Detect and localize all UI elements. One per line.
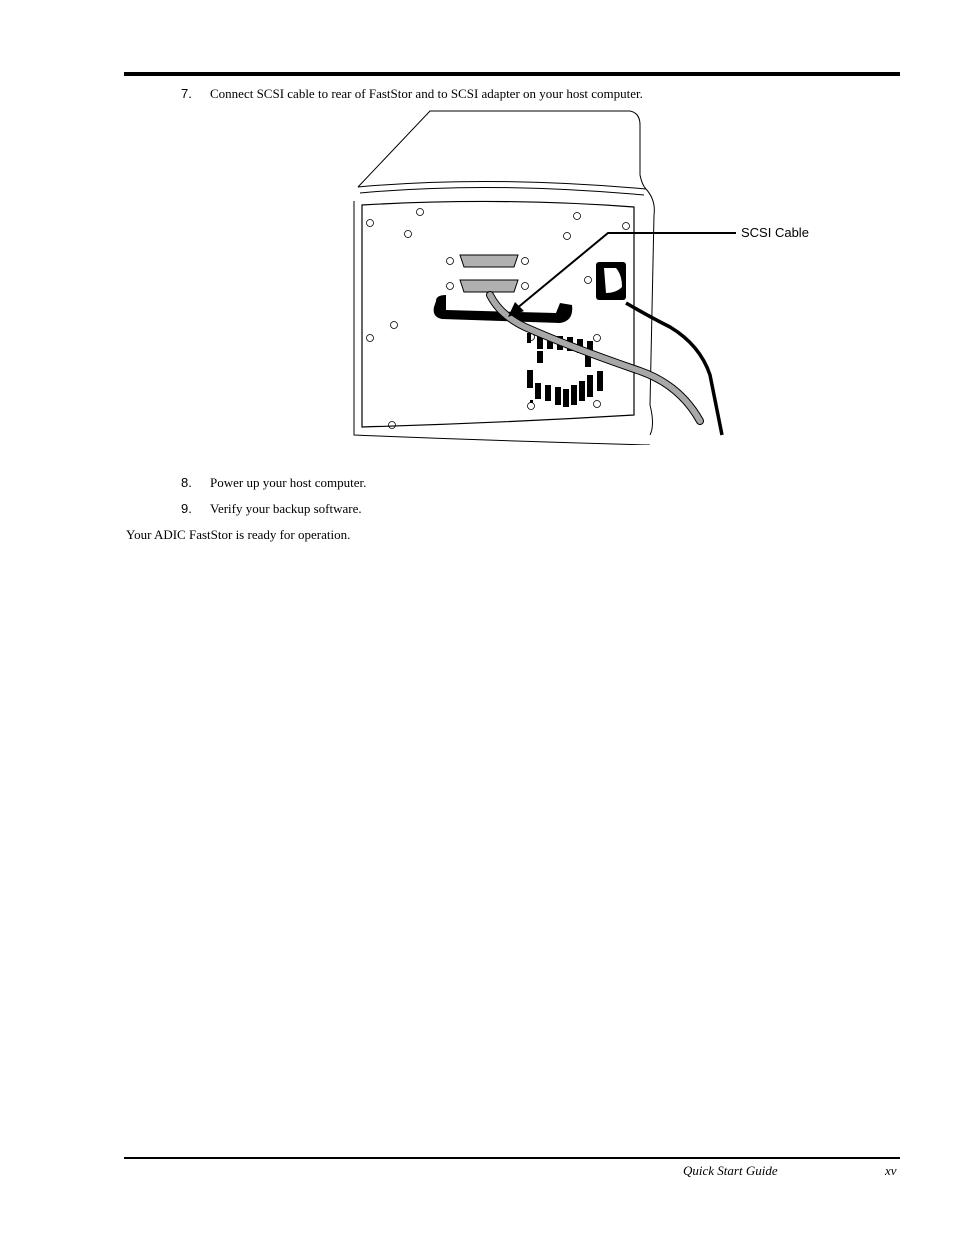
footer-page-number: xv — [885, 1163, 897, 1178]
step-number: 8. — [181, 475, 192, 490]
step-text: Connect SCSI cable to rear of FastStor and to SCSI adapter on your host computer. — [210, 86, 643, 101]
footer-document-title: Quick Start Guide — [683, 1163, 778, 1178]
scsi-cable-callout: SCSI Cable — [741, 225, 809, 240]
step-number: 7. — [181, 86, 192, 101]
faststor-rear-illustration — [350, 105, 830, 445]
closing-paragraph: Your ADIC FastStor is ready for operation. — [126, 527, 351, 542]
header-rule — [124, 72, 900, 76]
footer-rule — [124, 1157, 900, 1159]
step-text: Verify your backup software. — [210, 501, 362, 516]
step-number: 9. — [181, 501, 192, 516]
step-text: Power up your host computer. — [210, 475, 367, 490]
